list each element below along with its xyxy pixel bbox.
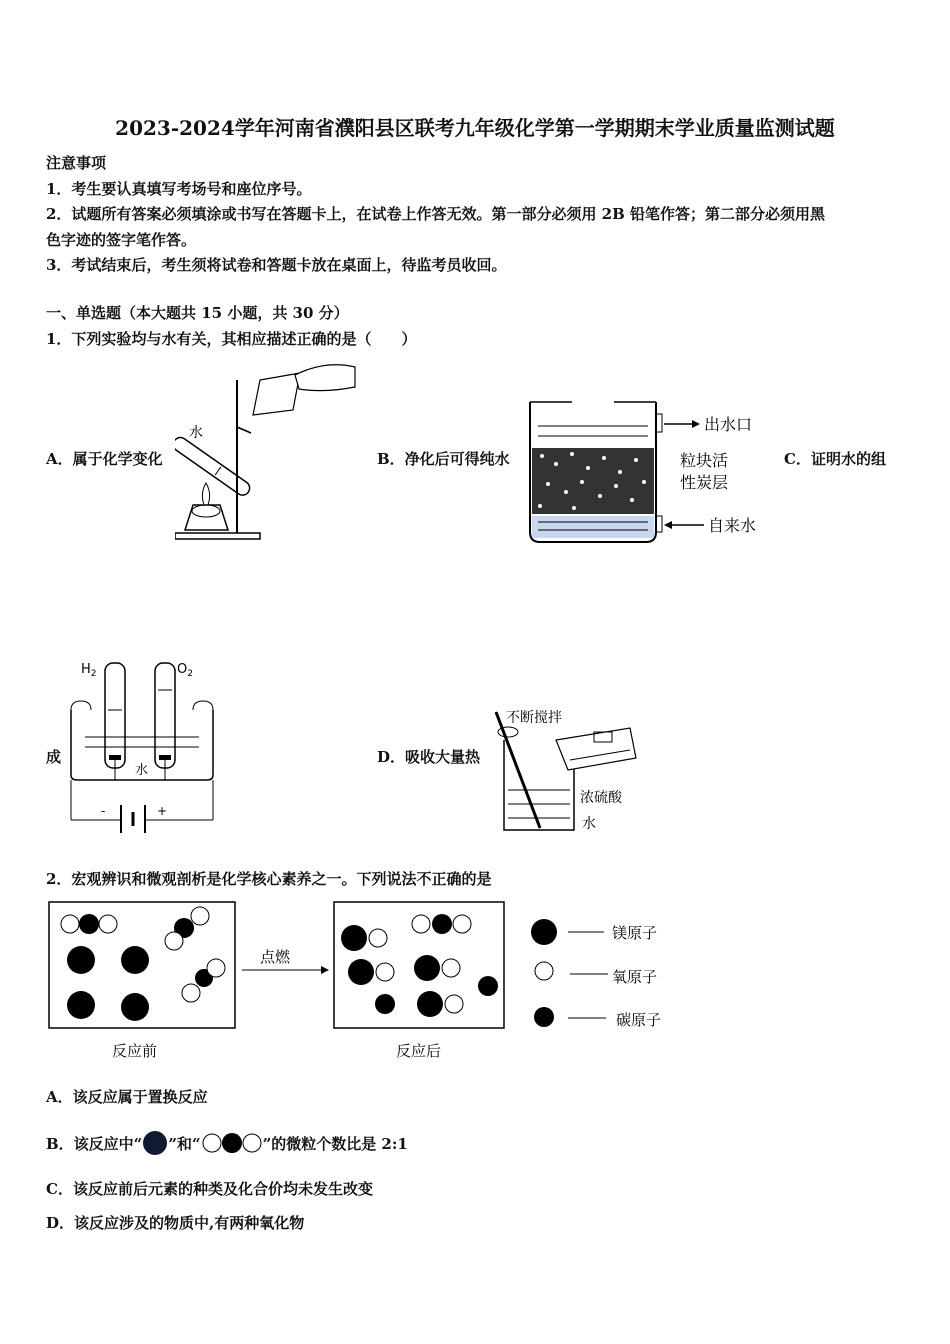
label-before: 反应前 (112, 1042, 158, 1060)
legend-c: 碳原子 (616, 1011, 662, 1029)
label-h2: $H_2$ (81, 662, 97, 679)
legend-o: 氧原子 (612, 968, 658, 986)
q2-option-b-text: B．该反应中“ (46, 1134, 143, 1153)
notice-heading: 注意事项 (46, 154, 107, 172)
notice-item: 3．考试结束后，考生须将试卷和答题卡放在桌面上，待监考员收回。 (46, 256, 507, 274)
q1-option-b: B．净化后可得纯水 (377, 450, 510, 468)
figure-dilution (490, 700, 670, 840)
q2-option-b-text: ”的微粒个数比是 2:1 (262, 1134, 408, 1153)
q1-option-a: A．属于化学变化 (46, 450, 163, 468)
label-positive: + (157, 804, 168, 818)
figure-electrolysis (65, 655, 225, 835)
label-inlet: 自来水 (708, 516, 757, 535)
q2-option-b (46, 1130, 408, 1156)
label-after: 反应后 (396, 1042, 442, 1060)
mg-atom-icon (142, 1130, 168, 1156)
q1-option-c-continued: 成 (46, 748, 62, 766)
figure-water-purifier (522, 392, 792, 552)
notice-item: 2．试题所有答案必须填涂或书写在答题卡上，在试卷上作答无效。第一部分必须用 2B 铅笔作答；第二部分必须用黑 (46, 205, 826, 223)
section-heading: 一、单选题（本大题共 15 小题，共 30 分） (46, 304, 349, 322)
label-o2: $O_2$ (177, 662, 193, 679)
label-water: 水 (135, 763, 149, 778)
q2-option-a: A．该反应属于置换反应 (46, 1088, 208, 1106)
q1-option-c: C．证明水的组 (784, 450, 886, 468)
label-negative: - (101, 804, 106, 818)
notice-item: 色字迹的签字笔作答。 (46, 231, 197, 249)
q2-option-d: D．该反应涉及的物质中,有两种氧化物 (46, 1214, 305, 1232)
co2-molecule-icon (201, 1131, 263, 1155)
page-title: 2023-2024学年河南省濮阳县区联考九年级化学第一学期期末学业质量监测试题 (115, 116, 835, 140)
notice-item: 1．考生要认真填写考场号和座位序号。 (46, 180, 312, 198)
figure-reaction-microscopic (46, 898, 686, 1068)
label-ignite: 点燃 (260, 948, 291, 966)
label-carbon-1: 粒块活 (680, 451, 729, 470)
label-carbon-2: 性炭层 (680, 473, 729, 492)
question-1-stem: 1．下列实验均与水有关，其相应描述正确的是（ ） (46, 330, 417, 348)
q2-option-c: C．该反应前后元素的种类及化合价均未发生改变 (46, 1180, 373, 1198)
label-water: 水 (582, 816, 596, 832)
question-2-stem: 2．宏观辨识和微观剖析是化学核心素养之一。下列说法不正确的是 (46, 870, 492, 888)
q2-option-b-text: ”和“ (168, 1134, 201, 1153)
q1-option-d: D．吸收大量热 (377, 748, 481, 766)
label-outlet: 出水口 (704, 415, 753, 434)
figure-heating-water (175, 355, 365, 545)
label-acid: 浓硫酸 (580, 790, 622, 806)
figure-label-water: 水 (189, 425, 203, 441)
legend-mg: 镁原子 (612, 924, 658, 942)
label-stir: 不断搅拌 (506, 710, 562, 726)
